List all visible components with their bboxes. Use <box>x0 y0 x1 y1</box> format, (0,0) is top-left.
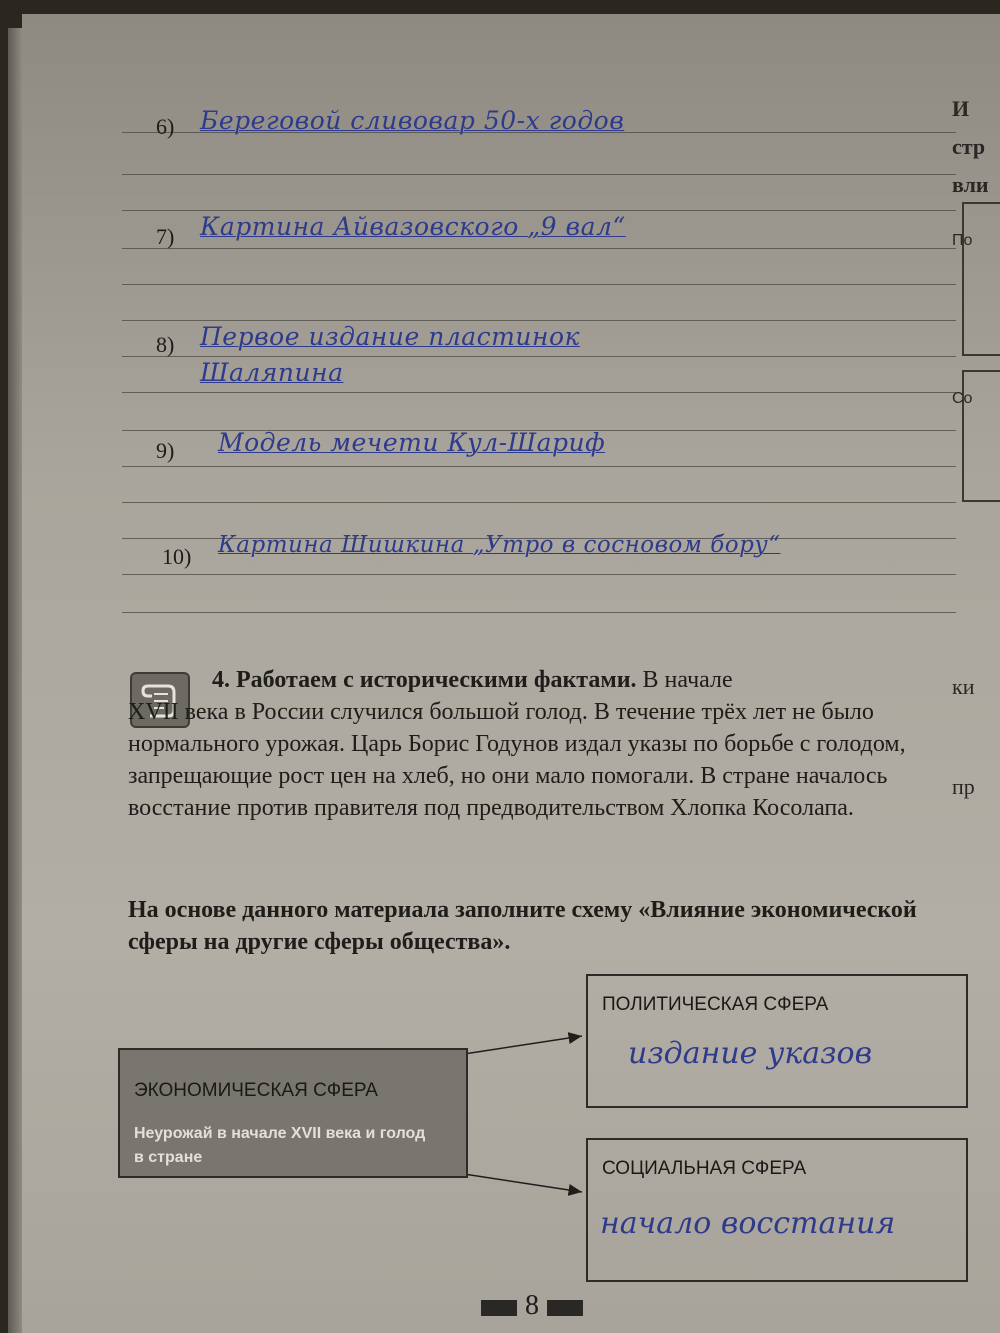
right-page-box <box>962 202 1000 356</box>
page-number-bar-left <box>481 1300 517 1316</box>
right-page-fragment: стр <box>952 134 986 159</box>
task-title: 4. Работаем с историческими фактами. <box>212 667 637 693</box>
item-number: 10) <box>162 544 192 569</box>
social-sphere-answer: начало восстания <box>600 1206 896 1241</box>
handwritten-answer: Картина Айвазовского „9 вал“ <box>200 212 626 241</box>
right-page-fragment: По <box>952 232 973 249</box>
handwritten-answer: Первое издание пластинок <box>200 322 580 351</box>
workbook-page <box>22 14 1000 1333</box>
item-number: 7) <box>156 224 175 249</box>
right-page-fragment: пр <box>952 774 975 799</box>
economic-sphere-title: ЭКОНОМИЧЕСКАЯ СФЕРА <box>134 1080 378 1101</box>
page-number-value: 8 <box>525 1290 539 1321</box>
arrow-to-political <box>464 1036 582 1054</box>
political-sphere-answer: издание указов <box>628 1036 873 1071</box>
right-page-fragment: вли <box>952 172 989 197</box>
page-stack-edge <box>8 28 22 1333</box>
arrow-to-social <box>464 1174 582 1192</box>
item-number: 8) <box>156 332 175 357</box>
economic-sphere-text: Неурожай в начале XVII века и голод в стране <box>134 1125 426 1166</box>
item-number: 6) <box>156 114 175 139</box>
item-number: 9) <box>156 438 175 463</box>
task-text-first: В начале <box>642 667 733 693</box>
handwritten-answer: Береговой сливовар 50-х годов <box>200 106 625 135</box>
economic-sphere-box <box>118 1048 468 1178</box>
political-sphere-title: ПОЛИТИЧЕСКАЯ СФЕРА <box>602 994 829 1015</box>
handwritten-answer: Модель мечети Кул-Шариф <box>218 428 606 457</box>
right-page-fragment: ки <box>952 674 975 699</box>
social-sphere-title: СОЦИАЛЬНАЯ СФЕРА <box>602 1158 807 1179</box>
right-page-fragment: Со <box>952 390 973 407</box>
right-page-fragment: И <box>952 96 970 121</box>
handwritten-answer-continued: Шаляпина <box>200 358 344 387</box>
political-sphere-box <box>586 974 968 1108</box>
page-number-bar-right <box>547 1300 583 1316</box>
task-text-body: XVII века в России случился большой голод. В течение трёх лет не было нормального урожая. Царь Борис Годунов издал указы по борьбе с голодом, запрещающие рост цен на хлеб, но они мало помогали. В стране началось восстание против правителя под предводительством Хлопка Косолапа. <box>128 699 906 821</box>
page-number <box>462 1290 602 1322</box>
task-instruction: На основе данного материала заполните схему «Влияние экономической сферы на другие сферы общества». <box>128 897 917 955</box>
social-sphere-box <box>586 1138 968 1282</box>
handwritten-answer: Картина Шишкина „Утро в сосновом бору“ <box>218 532 781 558</box>
